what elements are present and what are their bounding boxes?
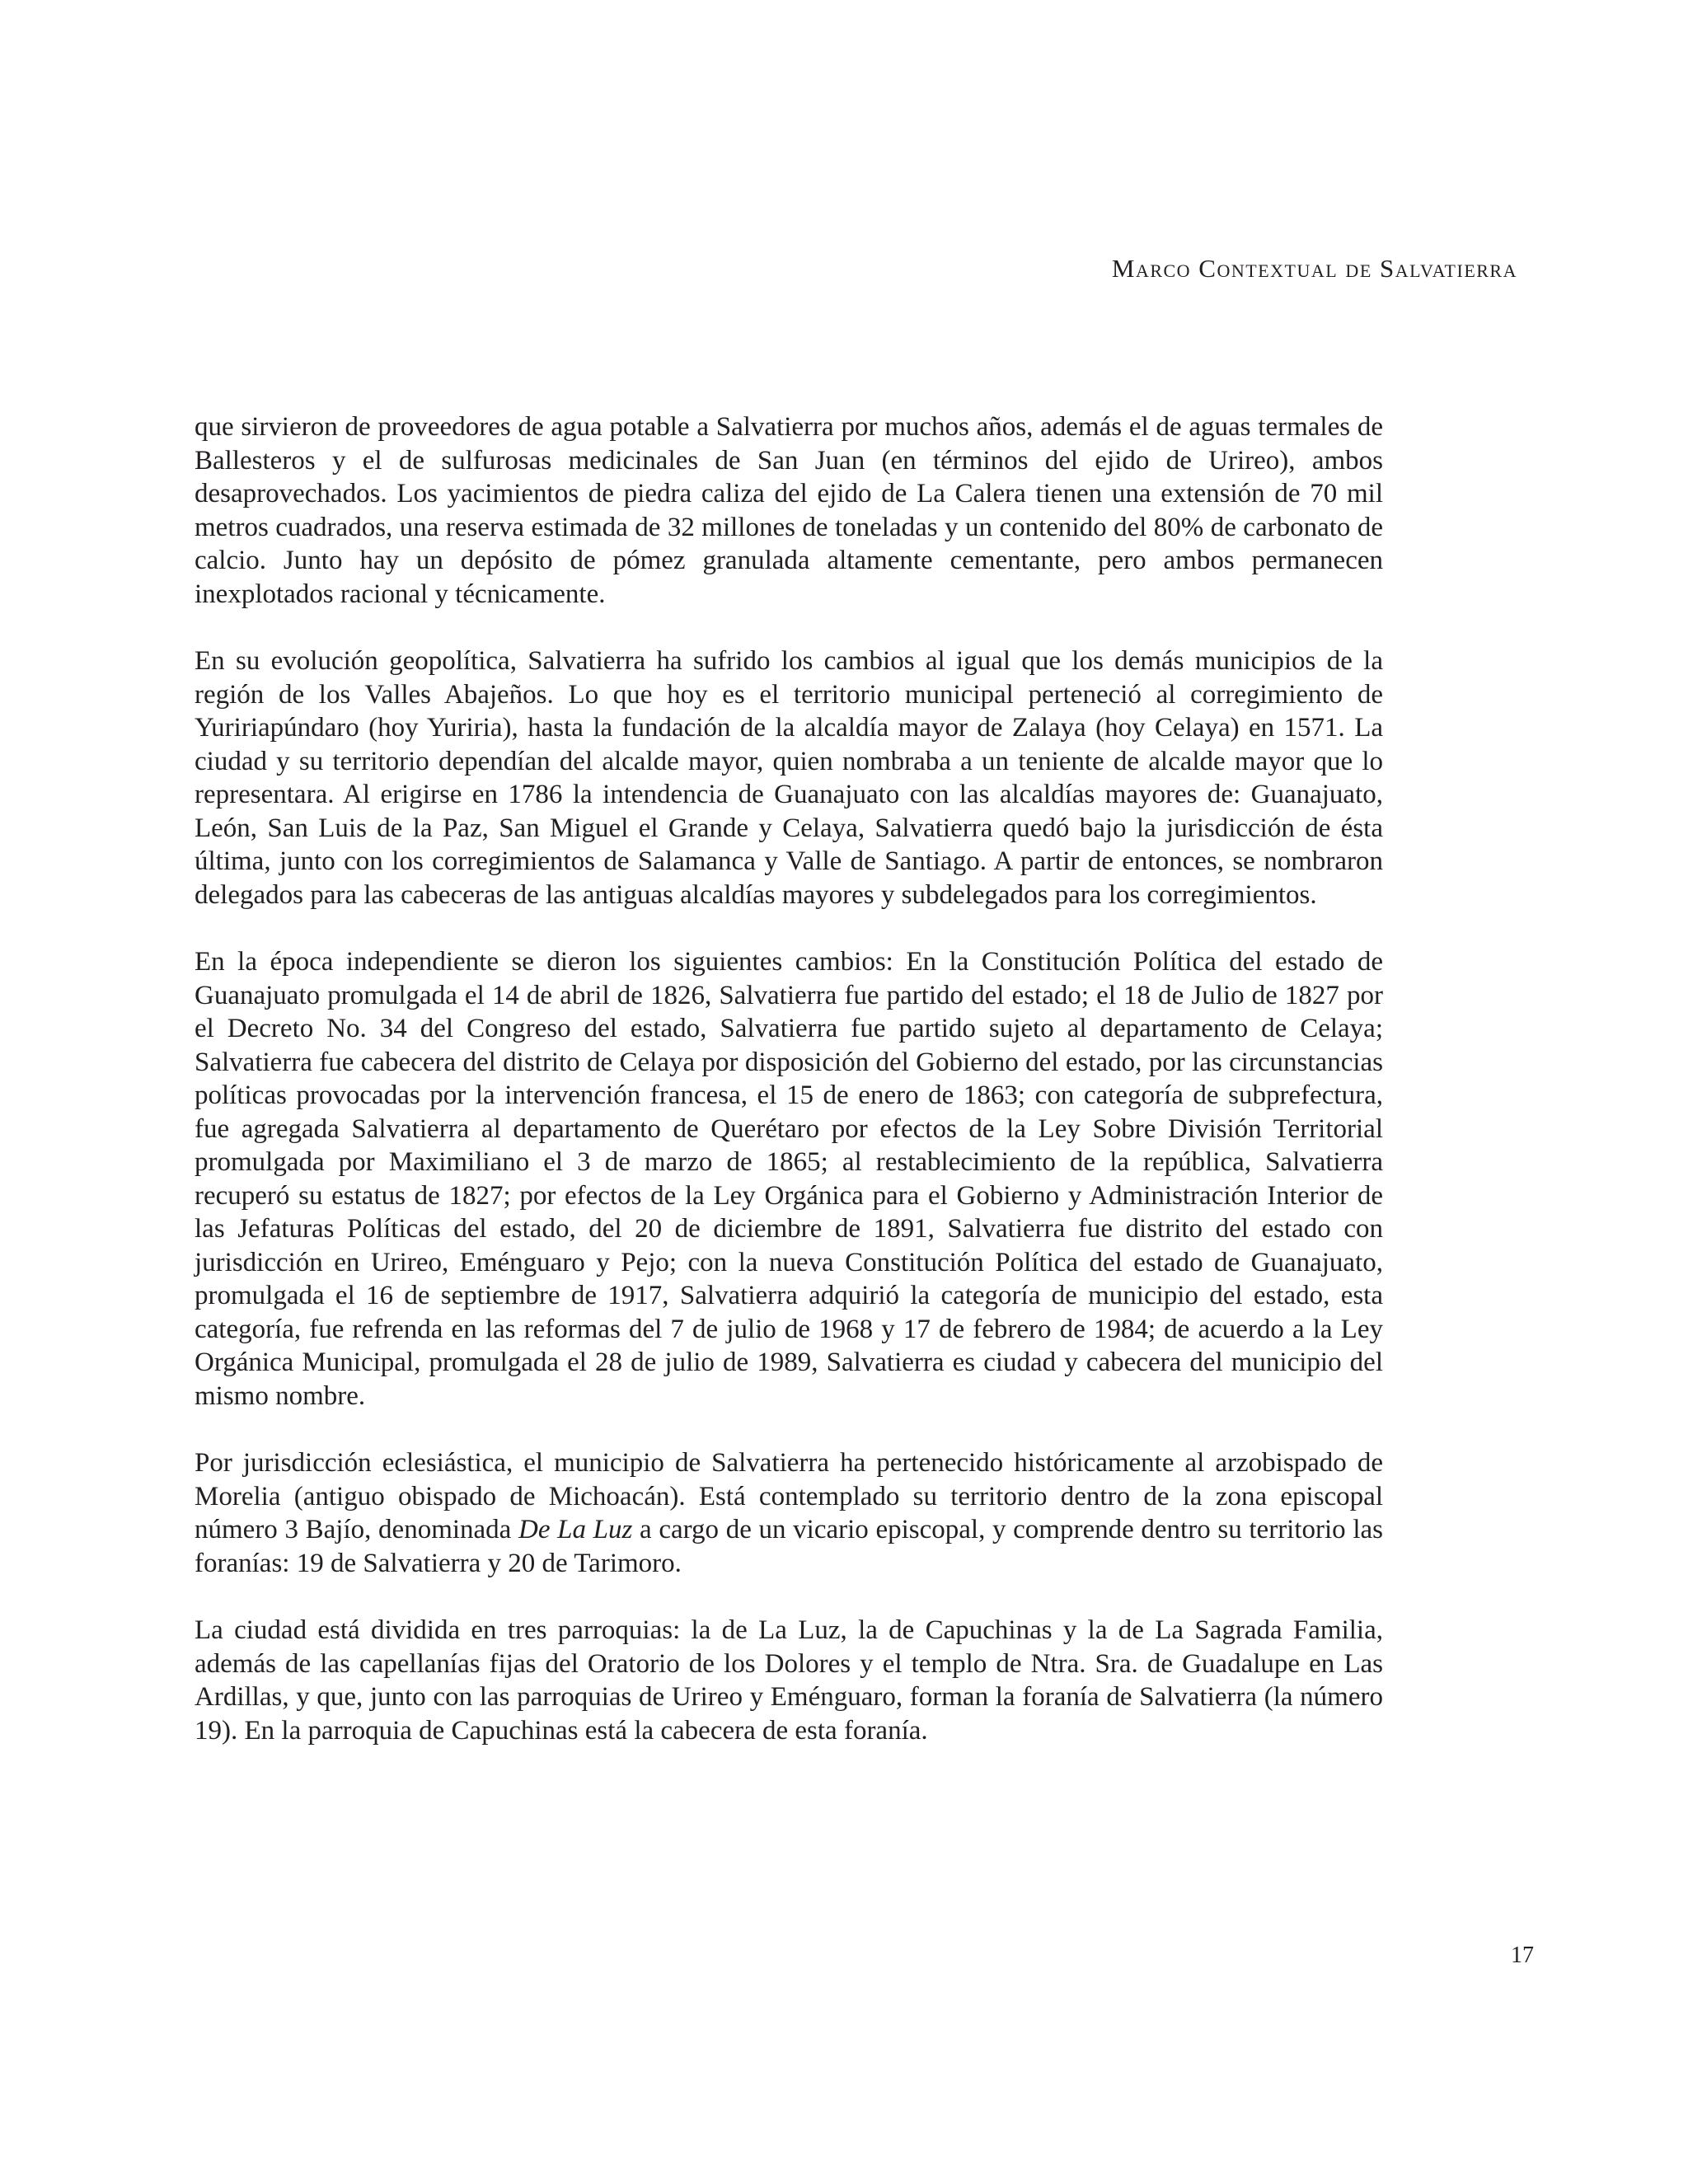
zone-name-emphasis: De La Luz [518,1515,633,1544]
paragraph-text-before: Por jurisdicción eclesiástica, el municipio de Salvatierra ha pertenecido históricamente al arzobispado de Morelia (antiguo obispado de Michoacán). Está contemplado su territorio dentro de la zona episcopal número 3 Bajío, denominada [195,1448,1383,1544]
paragraph-independent-era: En la época independiente se dieron los siguientes cambios: En la Constitución Política del estado de Guanajuato promulgada el 14 de abril de 1826, Salvatierra fue partido del estado; el 18 de Julio de 1827 por el Decreto No. 34 del Congreso del estado, Salvatierra fue partido sujeto al departamento de Celaya; Salvatierra fue cabecera del distrito de Celaya por disposición del Gobierno del estado, por las circunstancias políticas provocadas por la intervención francesa, el 15 de enero de 1863; con categoría de subprefectura, fue agregada Salvatierra al departamento de Querétaro por efectos de la Ley Sobre División Territorial promulgada por Maximiliano el 3 de marzo de 1865; al restablecimiento de la república, Salvatierra recuperó su estatus de 1827; por efectos de la Ley Orgánica para el Gobierno y Administración Interior de las Jefaturas Políticas del estado, del 20 de diciembre de 1891, Salvatierra fue distrito del estado con jurisdicción en Urireo, Eménguaro y Pejo; con la nueva Constitución Política del estado de Guanajuato, promulgada el 16 de septiembre de 1917, Salvatierra adquirió la categoría de municipio del estado, esta categoría, fue refrenda en las reformas del 7 de julio de 1968 y 17 de febrero de 1984; de acuerdo a la Ley Orgánica Municipal, promulgada el 28 de julio de 1989, Salvatierra es ciudad y cabecera del municipio del mismo nombre. [195,947,1383,1411]
paragraph-text-after: a cargo de un vicario episcopal, y comprende dentro su territorio las foranías: 19 de Salvatierra y 20 de Tarimoro. [195,1515,1384,1578]
paragraph-ecclesiastical-jurisdiction [195,1446,1383,1580]
body-text [195,410,1383,1781]
paragraph-parishes: La ciudad está dividida en tres parroquias: la de La Luz, la de Capuchinas y la de La Sagrada Familia, además de las capellanías fijas del Oratorio de los Dolores y el templo de Ntra. Sra. de Guadalupe en Las Ardillas, y que, junto con las parroquias de Urireo y Eménguaro, forman la foranía de Salvatierra (la número 19). En la parroquia de Capuchinas está la cabecera de esta foranía. [195,1615,1383,1746]
running-header: Marco Contextual de Salvatierra [1111,254,1517,283]
page-number: 17 [1511,1943,1534,1968]
paragraph-geopolitical-evolution: En su evolución geopolítica, Salvatierra ha sufrido los cambios al igual que los demás municipios de la región de los Valles Abajeños. Lo que hoy es el territorio municipal perteneció al corregimiento de Yuririapúndaro (hoy Yuriria), hasta la fundación de la alcaldía mayor de Zalaya (hoy Celaya) en 1571. La ciudad y su territorio dependían del alcalde mayor, quien nombraba a un teniente de alcalde mayor que lo representara. Al erigirse en 1786 la intendencia de Guanajuato con las alcaldías mayores de: Guanajuato, León, San Luis de la Paz, San Miguel el Grande y Celaya, Salvatierra quedó bajo la jurisdicción de ésta última, junto con los corregimientos de Salamanca y Valle de Santiago. A partir de entonces, se nombraron delegados para las cabeceras de las antiguas alcaldías mayores y subdelegados para los corregimientos. [195,646,1383,910]
paragraph-water-and-minerals: que sirvieron de proveedores de agua potable a Salvatierra por muchos años, además el de aguas termales de Ballesteros y el de sulfurosas medicinales de San Juan (en términos del ejido de Urireo), ambos desaprovechados. Los yacimientos de piedra caliza del ejido de La Calera tienen una extensión de 70 mil metros cuadrados, una reserva estimada de 32 millones de toneladas y un contenido del 80% de carbonato de calcio. Junto hay un depósito de pómez granulada altamente cementante, pero ambos permanecen inexplotados racional y técnicamente. [195,412,1383,609]
